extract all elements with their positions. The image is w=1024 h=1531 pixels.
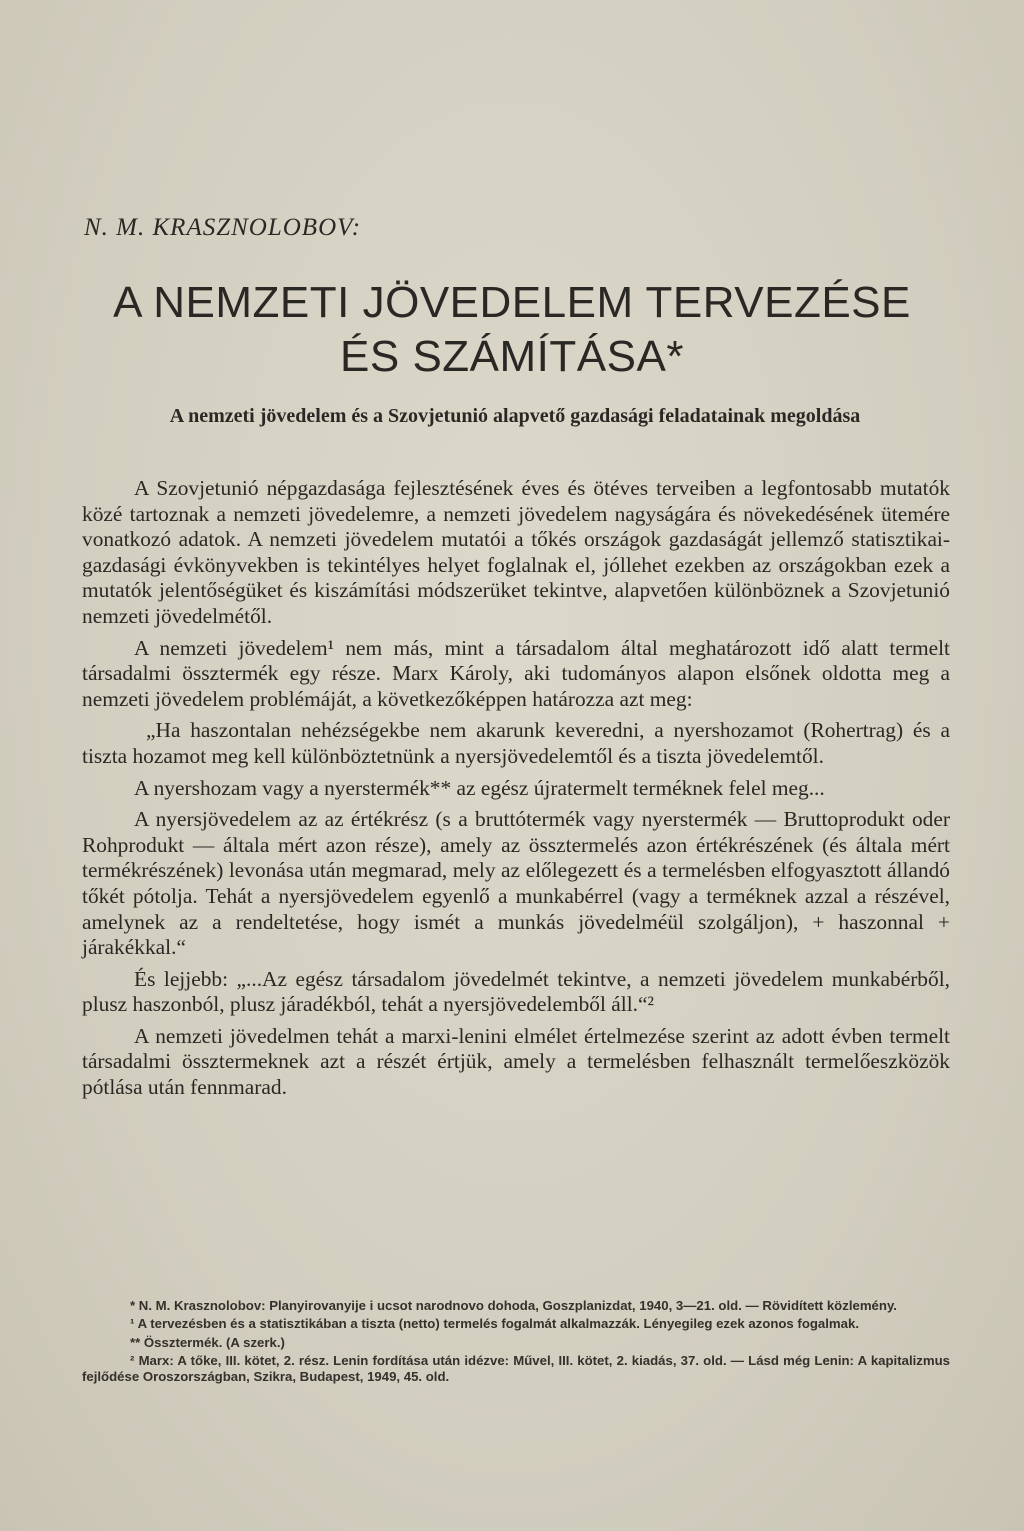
section-heading: A nemzeti jövedelem és a Szovjetunió alapvető gazdasági feladatainak megoldása xyxy=(169,405,861,427)
footnote-2: ² Marx: A tőke, III. kötet, 2. rész. Lenin fordítása után idézve: Művel, III. kötet, 2. kiadás, 37. old. — Lásd még Lenin: A kapitalizmus fejlődése Oroszországban, Szikra, Budapest, 1949, 45. old. xyxy=(82,1353,950,1384)
quote-paragraph-4: És lejjebb: „...Az egész társadalom jövedelmét tekintve, a nemzeti jövedelem munkabérből, plusz haszonból, plusz járadékból, tehát a nyersjövedelemből áll.“² xyxy=(82,966,950,1017)
paragraph-2: A nemzeti jövedelem¹ nem más, mint a társadalom által meghatározott idő alatt termelt társadalmi össztermék egy része. Marx Károly, aki tudományos alapon elsőnek oldotta meg a nemzeti jövedelem problémáját, a következőképpen határozza azt meg: xyxy=(82,635,950,711)
article-body xyxy=(82,476,950,1101)
quote-paragraph-2: A nyershozam vagy a nyerstermék** az egész újratermelt terméknek felel meg... xyxy=(134,775,825,800)
footnotes xyxy=(82,1298,950,1387)
quote-paragraph-1: „Ha haszontalan nehézségekbe nem akarunk keveredni, a nyershozamot (Rohertrag) és a tiszta hozamot meg kell különböztetnünk a nyersjövedelemtől és a tiszta jövedelemtől. xyxy=(82,718,950,768)
footnote-1: ¹ A tervezésben és a statisztikában a tiszta (netto) termelés fogalmát alkalmazzák. Lényegileg ezek azonos fogalmak. xyxy=(130,1316,859,1332)
quote-paragraph-3: A nyersjövedelem az az értékrész (s a bruttótermék vagy nyerstermék — Bruttoprodukt oder Rohprodukt — általa mért azon része), amely az össztermelés azon értékrészének (és általa mért termékrészének) levonása után megmarad, mely az előlegezett és a termelésben elfogyasztott állandó tőkét pótolja. Tehát a nyersjövedelem egyenlő a munkabérrel (vagy a terméknek azzal a részével, amelynek az a rendeltetése, hogy ismét a munkás jövedelméül szolgáljon), + haszonnal + járakékkal.“ xyxy=(82,807,950,960)
paragraph-1: A Szovjetunió népgazdasága fejlesztésének éves és ötéves terveiben a legfontosabb mutatók közé tartoznak a nemzeti jövedelemre, a nemzeti jövedelem nagyságára és növekedésének ütemére vonatkozó adatok. A nemzeti jövedelem mutatói a tőkés országok gazdaságát jellemző statisztikai-gazdasági évkönyvekben is tekintélyes helyet foglalnak el, jóllehet ezekben az országokban ezek a mutatók jelentőségüket és kiszámítási módszerüket tekintve, alapvetően különböznek a Szovjetunió nemzeti jövedelmétől. xyxy=(82,476,950,628)
footnote-star: * N. M. Krasznolobov: Planyirovanyije i ucsot narodnovo dohoda, Goszplanizdat, 1940, 3—21. old. — Rövidített közlemény. xyxy=(130,1298,897,1313)
article-title-line-1: A NEMZETI JÖVEDELEM TERVEZÉSE xyxy=(113,278,911,327)
author-name: N. M. KRASZNOLOBOV: xyxy=(84,214,362,241)
article-title-line-2: ÉS SZÁMÍTÁSA* xyxy=(340,332,684,381)
footnote-double-star: ** Össztermék. (A szerk.) xyxy=(130,1334,285,1350)
paragraph-conclusion: A nemzeti jövedelmen tehát a marxi-lenini elmélet értelmezése szerint az adott évben termelt társadalmi össztermeknek azt a részét értjük, amely a termelésben felhasznált termelőeszközök pótlása után fennmarad. xyxy=(82,1023,950,1100)
